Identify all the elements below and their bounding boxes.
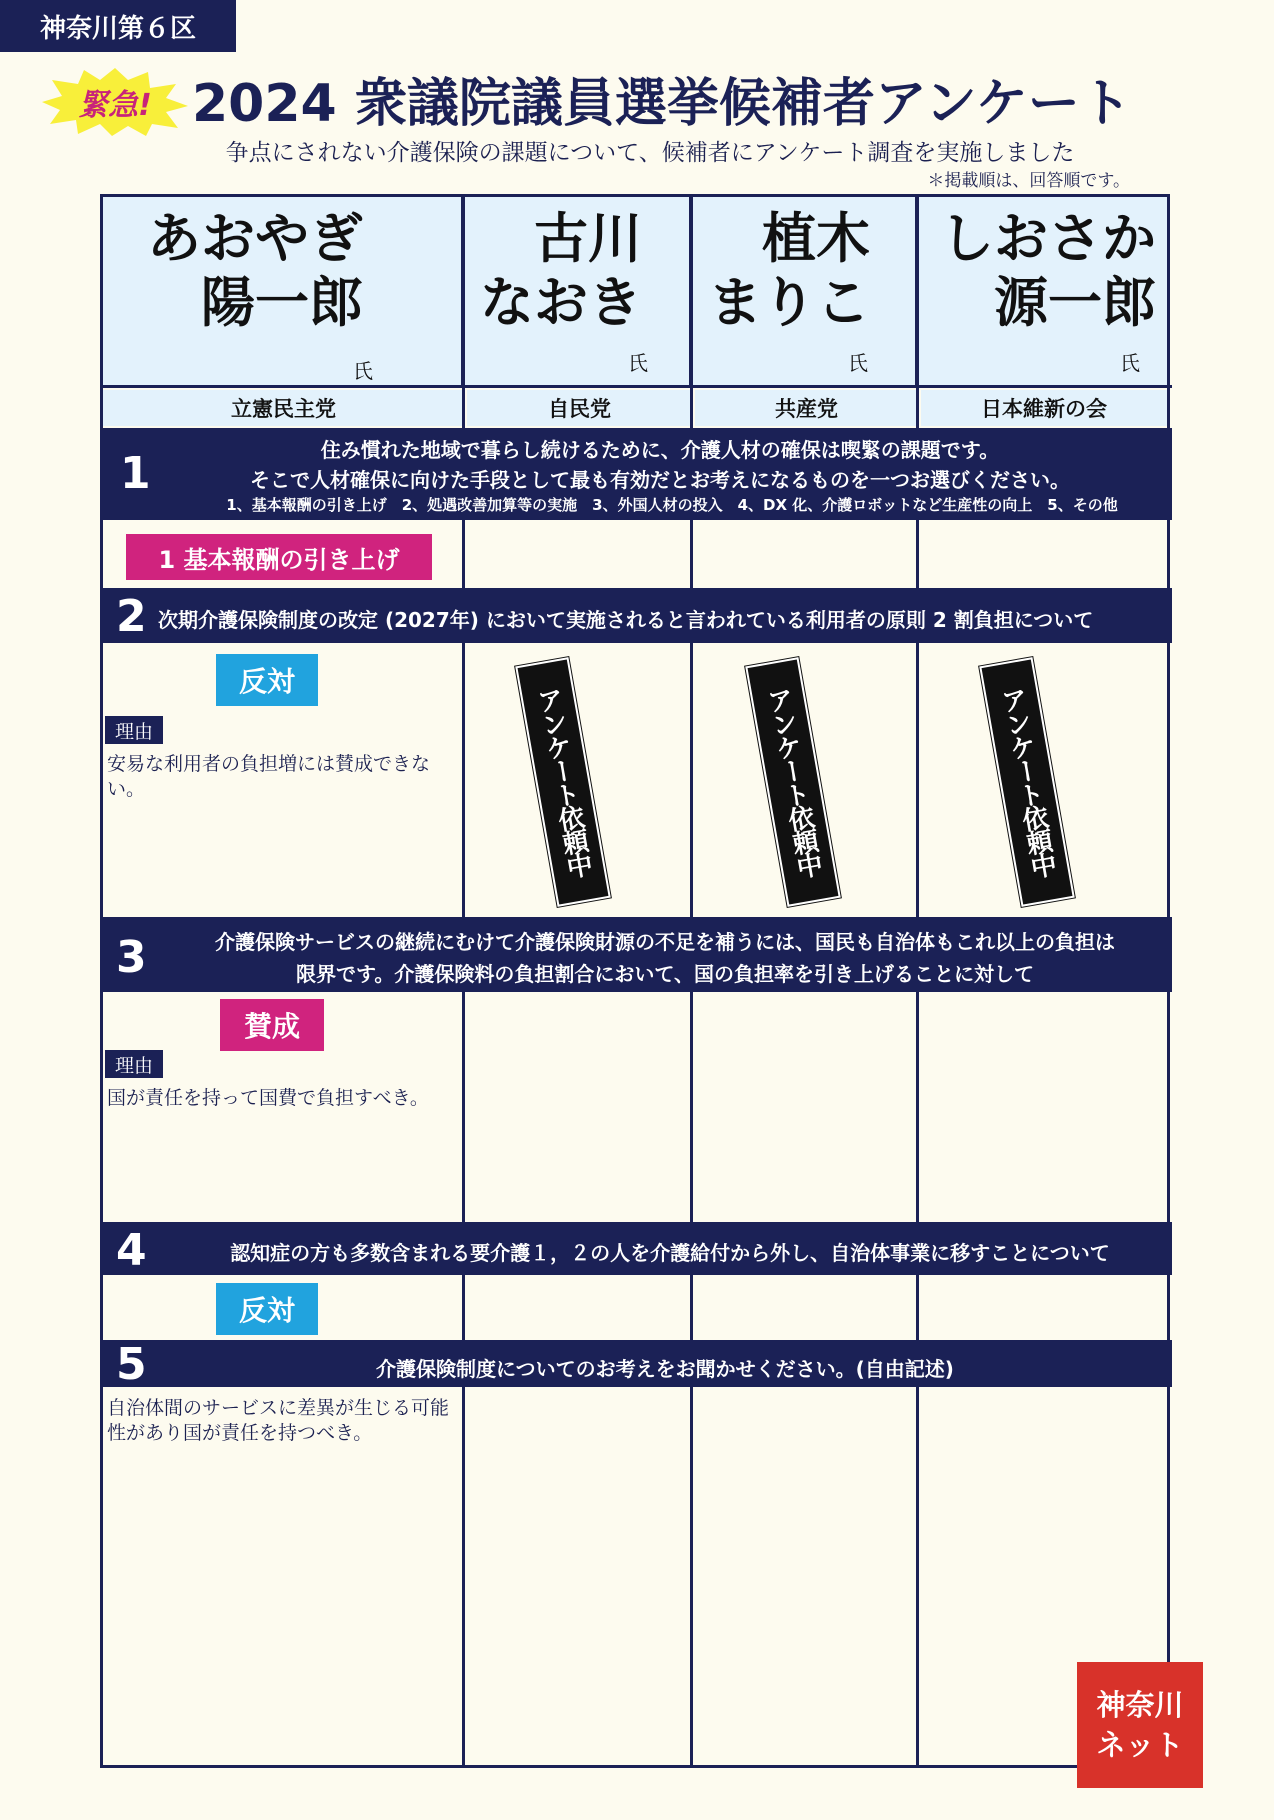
party-label-2: 自民党 — [467, 390, 692, 426]
free-answer-text: 自治体間のサービスに差異が生じる可能性があり国が責任を持つべき。 — [107, 1397, 450, 1444]
question-number: 3 — [116, 932, 147, 983]
urgent-burst — [40, 66, 190, 138]
question-number: 2 — [116, 591, 147, 642]
answer-badge: 1 基本報酬の引き上げ — [126, 534, 432, 580]
question-text: 次期介護保険制度の改定 (2027年) において実施されると言われている利用者の原則 2 割負担について — [158, 608, 1094, 632]
page-title: 2024 衆議院議員選挙候補者アンケート — [192, 73, 1132, 134]
reason-label: 理由 — [105, 716, 163, 744]
party-label-3: 共産党 — [695, 390, 918, 426]
candidate-name: 植木 まりこ — [708, 207, 870, 334]
pending-stamp: アンケート依頼中 — [515, 657, 611, 907]
question-text: 介護保険制度についてのお考えをお聞かせください。(自由記述) — [376, 1357, 954, 1381]
candidate-name: あおやぎ 陽一郎 — [147, 207, 363, 334]
answer-badge: 反対 — [216, 1283, 318, 1335]
candidate-suffix: 氏 — [848, 351, 868, 375]
candidate-name: 古川 なおき — [480, 207, 642, 334]
answer-badge: 反対 — [216, 654, 318, 706]
party-label-4: 日本維新の会 — [921, 390, 1167, 426]
district-label: 神奈川第６区 — [0, 0, 236, 52]
question-number: 4 — [116, 1225, 147, 1276]
question-1-bar — [100, 428, 1172, 520]
question-number: 1 — [120, 448, 151, 499]
pending-stamp: アンケート依頼中 — [979, 657, 1075, 907]
logo-line-2: ネット — [1096, 1728, 1184, 1762]
candidate-cell-3 — [692, 197, 918, 387]
question-options: 1、基本報酬の引き上げ 2、処遇改善加算等の実施 3、外国人材の投入 4、DX 化、介護ロボットなど生産性の向上 5、その他 — [226, 496, 1118, 514]
question-number: 5 — [116, 1339, 147, 1390]
order-note: ＊掲載順は、回答順です。 — [927, 171, 1130, 191]
reason-text: 国が責任を持って国費で負担すべき。 — [107, 1087, 429, 1109]
reason-label: 理由 — [105, 1050, 163, 1078]
question-text: 認知症の方も多数含まれる要介護１，２の人を介護給付から外し、自治体事業に移すことについて — [230, 1241, 1110, 1265]
row-divider — [100, 385, 1172, 388]
logo-line-1: 神奈川 — [1096, 1688, 1184, 1722]
question-3-bar — [100, 920, 1172, 992]
question-4-bar — [100, 1225, 1172, 1275]
candidate-suffix: 氏 — [353, 359, 373, 383]
answer-badge: 賛成 — [220, 999, 324, 1051]
candidate-suffix: 氏 — [628, 351, 648, 375]
kanagawa-net-logo — [1077, 1662, 1203, 1788]
candidate-name: しおさか 源一郎 — [940, 207, 1156, 334]
party-label-1: 立憲民主党 — [103, 390, 464, 426]
question-text: 限界です。介護保険料の負担割合において、国の負担率を引き上げることに対して — [296, 962, 1034, 986]
question-text: 介護保険サービスの継続にむけて介護保険財源の不足を補うには、国民も自治体もこれ以上の負担は — [215, 930, 1115, 954]
page-subtitle: 争点にされない介護保険の課題について、候補者にアンケート調査を実施しました — [225, 140, 1075, 166]
reason-text: 安易な利用者の負担増には賛成できない。 — [107, 753, 431, 800]
question-2-bar — [100, 591, 1172, 643]
candidate-cell-4 — [918, 197, 1167, 387]
candidate-cell-1 — [103, 197, 464, 387]
candidate-suffix: 氏 — [1120, 351, 1140, 375]
urgent-text: 緊急! — [78, 88, 152, 123]
pending-stamp: アンケート依頼中 — [745, 657, 841, 907]
question-text: そこで人材確保に向けた手段として最も有効だとお考えになるものを一つお選びください。 — [250, 468, 1070, 492]
candidate-cell-2 — [464, 197, 692, 387]
question-5-bar — [100, 1339, 1172, 1390]
question-text: 住み慣れた地域で暮らし続けるために、介護人材の確保は喫緊の課題です。 — [320, 438, 1000, 462]
